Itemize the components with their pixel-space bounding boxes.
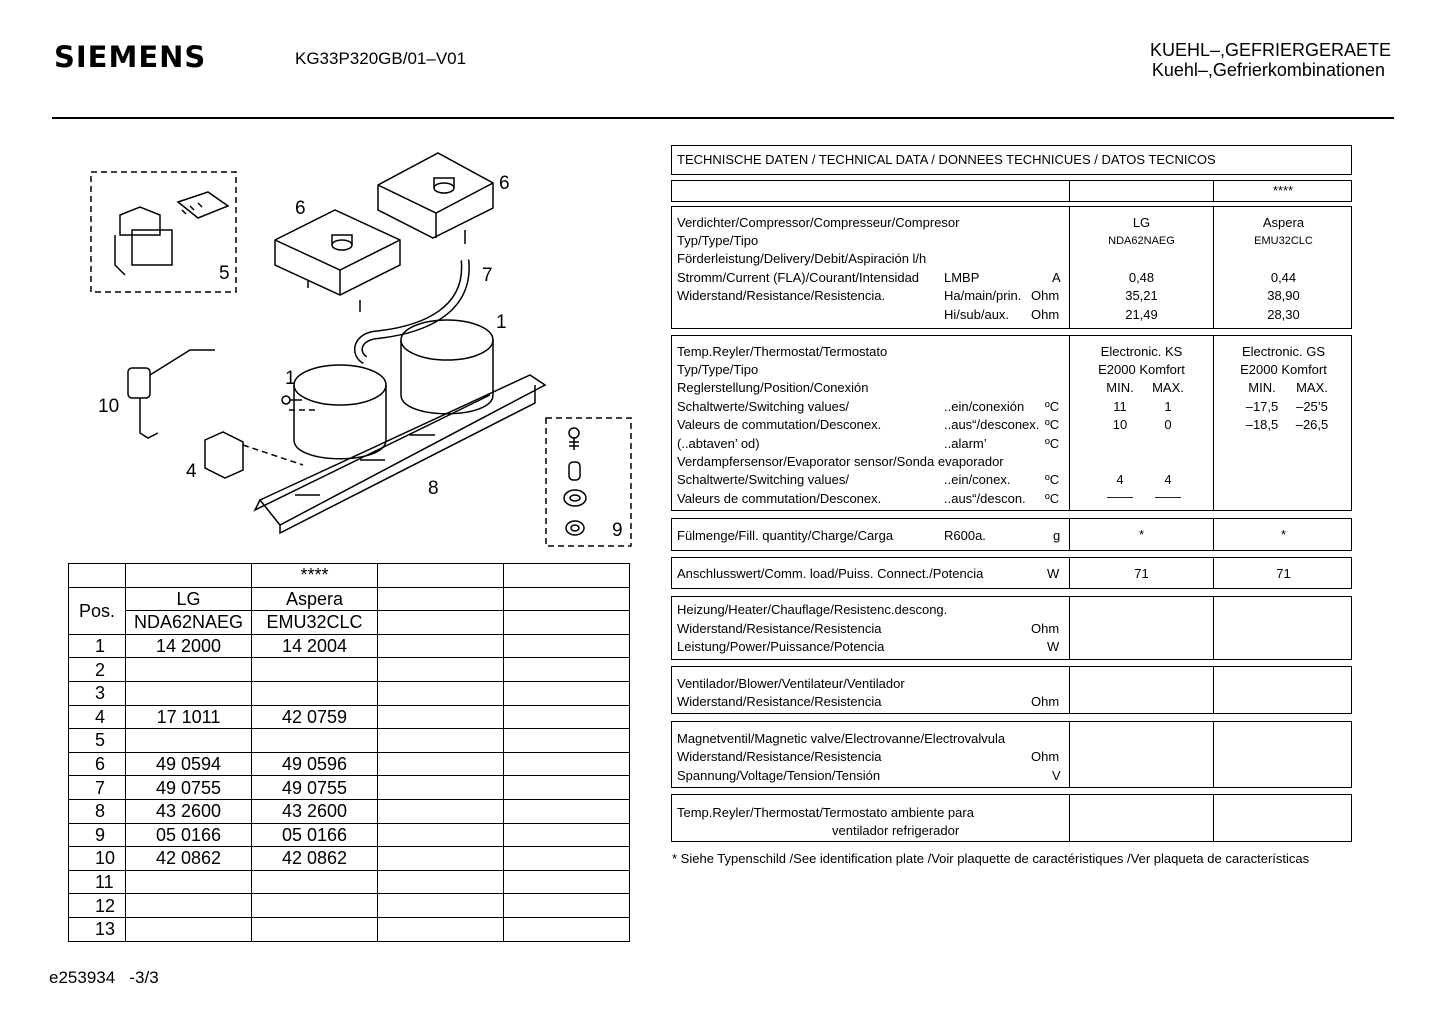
model-aspera: EMU32CLC — [252, 611, 378, 635]
lg-off-min: 10 — [1112, 417, 1128, 432]
aspera-cell — [252, 917, 378, 941]
aspera-cell — [252, 658, 378, 682]
lg-thermostat: Electronic. KS — [1100, 344, 1183, 359]
table-row — [69, 705, 630, 729]
lg-current: 0,48 — [1128, 270, 1155, 285]
blower-box — [671, 666, 1352, 714]
table-row — [69, 847, 630, 871]
load-unit: W — [1047, 566, 1060, 581]
aspera-max: MAX. — [1296, 380, 1328, 395]
blower-label: Ventilador/Blower/Ventilateur/Ventilador — [677, 676, 905, 691]
fill-unit: g — [1053, 528, 1061, 543]
lg-evap-on-min: 4 — [1116, 472, 1124, 487]
tech-title: TECHNISCHE DATEN / TECHNICAL DATA / DONNEES TECHNICUES / DATOS TECNICOS — [677, 152, 1216, 167]
lg-aux: 21,49 — [1125, 307, 1158, 322]
lg-cell: 49 0594 — [126, 752, 252, 776]
valve-label: Magnetventil/Magnetic valve/Electrovanne/Electrovalvula — [677, 731, 1006, 746]
pos-cell: 5 — [69, 729, 126, 753]
unit: ºC — [1045, 436, 1060, 451]
aspera-cell — [252, 870, 378, 894]
lg-min: MIN. — [1106, 380, 1134, 395]
current-sub: LMBP — [944, 270, 980, 285]
resistance-main-unit: Ohm — [1031, 288, 1060, 303]
pos-cell: 9 — [69, 823, 126, 847]
aspera-cell: 42 0862 — [252, 847, 378, 871]
capacitor — [128, 368, 150, 398]
callout-6a: 6 — [499, 173, 510, 194]
callout-9: 9 — [612, 520, 623, 541]
header-divider — [52, 117, 1394, 119]
aspera-cell — [252, 894, 378, 918]
lg-cell — [126, 870, 252, 894]
aspera-type: EMU32CLC — [1254, 235, 1313, 247]
lg-on-min: 11 — [1113, 399, 1127, 414]
current-unit: A — [1052, 270, 1061, 285]
brand-aspera: Aspera — [252, 587, 378, 611]
resistance-aux: Hi/sub/aux. — [944, 307, 1010, 322]
table-row — [69, 658, 630, 682]
blower-resistance-label: Widerstand/Resistance/Resistencia — [677, 694, 882, 709]
model-lg: NDA62NAEG — [126, 611, 252, 635]
pos-cell: 4 — [69, 705, 126, 729]
lg-cell: 17 1011 — [126, 705, 252, 729]
pos-header: Pos. — [69, 587, 126, 634]
load-label: Anschlusswert/Comm. load/Puiss. Connect./Potencia — [677, 566, 984, 581]
type-label: Typ/Type/Tipo — [677, 362, 759, 377]
category-title: KUEHL–,GEFRIERGERAETE — [1149, 40, 1391, 60]
lg-cell: 43 2600 — [126, 799, 252, 823]
current-label: Stromm/Current (FLA)/Courant/Intensidad — [677, 270, 920, 285]
lg-fill: * — [1138, 527, 1145, 542]
lg-cell: 14 2000 — [126, 634, 252, 658]
refrigerant: R600a. — [944, 528, 986, 543]
lg-main: 35,21 — [1125, 288, 1158, 303]
lg-load: 71 — [1134, 566, 1149, 581]
callout-5: 5 — [219, 263, 230, 284]
valve-resistance-unit: Ohm — [1031, 749, 1060, 764]
pos-cell: 11 — [69, 870, 126, 894]
doc-id: e253934 — [49, 968, 116, 987]
defrost-label: (..abtaven’ od) — [677, 436, 760, 451]
lg-brand: LG — [1132, 215, 1151, 230]
lg-cell — [126, 729, 252, 753]
commutation-label: Valeurs de commutation/Desconex. — [677, 417, 882, 432]
table-row — [69, 681, 630, 705]
aspera-current: 0,44 — [1270, 270, 1297, 285]
heater-label: Heizung/Heater/Chauflage/Resistenc.descong. — [677, 602, 948, 617]
callout-10: 10 — [98, 396, 120, 417]
ambient-thermostat-box — [671, 794, 1352, 842]
table-row — [69, 564, 630, 588]
pos-cell: 10 — [69, 847, 126, 871]
lg-cell — [126, 681, 252, 705]
aspera-cell: 43 2600 — [252, 799, 378, 823]
lg-cell: 49 0755 — [126, 776, 252, 800]
callout-1b: 1 — [285, 368, 296, 389]
lg-evap-on-max: 4 — [1164, 472, 1172, 487]
switch-on-label: ..ein/conex. — [944, 472, 1011, 487]
position-label: Reglerstellung/Position/Conexión — [677, 380, 869, 395]
fill-quantity-box — [671, 518, 1352, 551]
pos-cell: 2 — [69, 658, 126, 682]
evaporator-sensor-label: Verdampfersensor/Evaporator sensor/Sonda evaporador — [677, 454, 1004, 469]
callout-6b: 6 — [295, 198, 306, 219]
fill-label: Fülmenge/Fill. quantity/Charge/Carga — [677, 528, 894, 543]
pos-cell: 6 — [69, 752, 126, 776]
table-row — [69, 799, 630, 823]
table-row — [69, 752, 630, 776]
resistance-aux-unit: Ohm — [1031, 307, 1060, 322]
compressor-left-top — [294, 365, 386, 405]
valve-voltage-unit: V — [1052, 768, 1061, 783]
heater-power-unit: W — [1047, 639, 1060, 654]
valve-resistance-label: Widerstand/Resistance/Resistencia — [677, 749, 882, 764]
compressor-right-top — [401, 320, 493, 360]
aspera-cell — [252, 681, 378, 705]
tech-stars: **** — [1272, 183, 1294, 198]
ambient-label-2: ventilador refrigerador — [832, 823, 960, 838]
aspera-cell: 05 0166 — [252, 823, 378, 847]
tech-header-box — [671, 180, 1352, 202]
table-row — [69, 894, 630, 918]
brand-lg: LG — [126, 587, 252, 611]
aspera-brand: Aspera — [1262, 215, 1305, 230]
stars-cell: **** — [252, 564, 378, 588]
aspera-thermostat: Electronic. GS — [1241, 344, 1326, 359]
compressor-box — [671, 206, 1352, 329]
lg-off-max: 0 — [1164, 417, 1172, 432]
pos-cell: 7 — [69, 776, 126, 800]
table-row — [69, 587, 630, 611]
commutation-label: Valeurs de commutation/Desconex. — [677, 491, 882, 506]
unit: ºC — [1045, 491, 1060, 506]
lg-thermostat-type: E2000 Komfort — [1098, 362, 1185, 377]
aspera-cell: 42 0759 — [252, 705, 378, 729]
compressor-label: Verdichter/Compressor/Compresseur/Compresor — [677, 215, 960, 230]
valve-box — [671, 721, 1352, 788]
lg-cell — [126, 917, 252, 941]
type-label: Typ/Type/Tipo — [677, 233, 759, 248]
unit: ºC — [1045, 417, 1060, 432]
switching-label: Schaltwerte/Switching values/ — [677, 399, 849, 414]
page-number: -3/3 — [129, 968, 159, 987]
aspera-off-min: –18,5 — [1245, 417, 1279, 432]
aspera-thermostat-type: E2000 Komfort — [1240, 362, 1327, 377]
switch-off-label: ..aus“/descon. — [944, 491, 1026, 506]
heater-resistance-unit: Ohm — [1031, 621, 1060, 636]
lg-evap-off-max: —— — [1155, 489, 1181, 504]
lg-max: MAX. — [1152, 380, 1184, 395]
valve-voltage-label: Spannung/Voltage/Tension/Tensión — [677, 768, 881, 783]
parts-table — [68, 563, 630, 942]
footnote: * Siehe Typenschild /See identification plate /Voir plaquette de caractéristiques /Ver plaqueta de características — [672, 851, 1310, 866]
callout-4: 4 — [186, 461, 197, 482]
lg-type: NDA62NAEG — [1108, 235, 1175, 247]
doc-footer — [49, 968, 159, 988]
resistance-label: Widerstand/Resistance/Resistencia. — [677, 288, 886, 303]
model-number: KG33P320GB/01–V01 — [295, 49, 467, 68]
brand-logo: SIEMENS — [54, 40, 207, 74]
lg-cell: 42 0862 — [126, 847, 252, 871]
aspera-cell — [252, 729, 378, 753]
aspera-fill: * — [1280, 527, 1287, 542]
callout-1a: 1 — [496, 312, 507, 333]
table-row — [69, 917, 630, 941]
connector-block — [178, 192, 228, 218]
unit: ºC — [1045, 399, 1060, 414]
ambient-label: Temp.Reyler/Thermostat/Termostato ambiente para — [677, 805, 974, 820]
pos-cell: 12 — [69, 894, 126, 918]
lg-cell: 05 0166 — [126, 823, 252, 847]
base-plate — [255, 375, 545, 533]
heater-box — [671, 596, 1352, 660]
callout-8: 8 — [428, 478, 439, 499]
table-row — [69, 823, 630, 847]
switch-off-label: ..aus“/desconex. — [944, 417, 1040, 432]
aspera-cell: 49 0755 — [252, 776, 378, 800]
aspera-off-max: –26,5 — [1295, 417, 1329, 432]
aspera-on-min: –17,5 — [1245, 399, 1279, 414]
start-relay — [205, 432, 243, 478]
thermostat-box — [671, 335, 1352, 511]
alarm-label: ..alarm’ — [944, 436, 987, 451]
resistance-main: Ha/main/prin. — [944, 288, 1022, 303]
aspera-main: 38,90 — [1267, 288, 1300, 303]
compressor-cover-right — [378, 153, 493, 238]
lg-evap-off-min: —— — [1107, 489, 1133, 504]
aspera-min: MIN. — [1248, 380, 1276, 395]
heater-resistance-label: Widerstand/Resistance/Resistencia — [677, 621, 882, 636]
aspera-load: 71 — [1276, 566, 1291, 581]
tech-title-box — [671, 145, 1352, 175]
compressor-cover-left — [275, 210, 400, 295]
lg-cell — [126, 658, 252, 682]
table-row — [69, 611, 630, 635]
category-subtitle: Kuehl–,Gefrierkombinationen — [1151, 60, 1385, 80]
pos-cell: 3 — [69, 681, 126, 705]
aspera-cell: 49 0596 — [252, 752, 378, 776]
pos-cell: 13 — [69, 917, 126, 941]
lg-on-max: 1 — [1164, 399, 1172, 414]
unit: ºC — [1045, 472, 1060, 487]
aspera-cell: 14 2004 — [252, 634, 378, 658]
switching-label: Schaltwerte/Switching values/ — [677, 472, 849, 487]
pos-cell: 1 — [69, 634, 126, 658]
callout-7: 7 — [482, 265, 493, 286]
aspera-aux: 28,30 — [1267, 307, 1300, 322]
table-row — [69, 776, 630, 800]
exploded-parts-diagram — [60, 140, 640, 555]
table-row — [69, 634, 630, 658]
aspera-on-max: –25’5 — [1296, 399, 1328, 414]
connected-load-box — [671, 557, 1352, 589]
delivery-label: Förderleistung/Delivery/Debit/Aspiración l/h — [677, 251, 927, 266]
pos-cell: 8 — [69, 799, 126, 823]
table-row — [69, 870, 630, 894]
table-row — [69, 729, 630, 753]
switch-on-label: ..ein/conexión — [944, 399, 1025, 414]
lg-cell — [126, 894, 252, 918]
heater-power-label: Leistung/Power/Puissance/Potencia — [677, 639, 885, 654]
blower-resistance-unit: Ohm — [1031, 694, 1060, 709]
thermostat-label: Temp.Reyler/Thermostat/Termostato — [677, 344, 888, 359]
